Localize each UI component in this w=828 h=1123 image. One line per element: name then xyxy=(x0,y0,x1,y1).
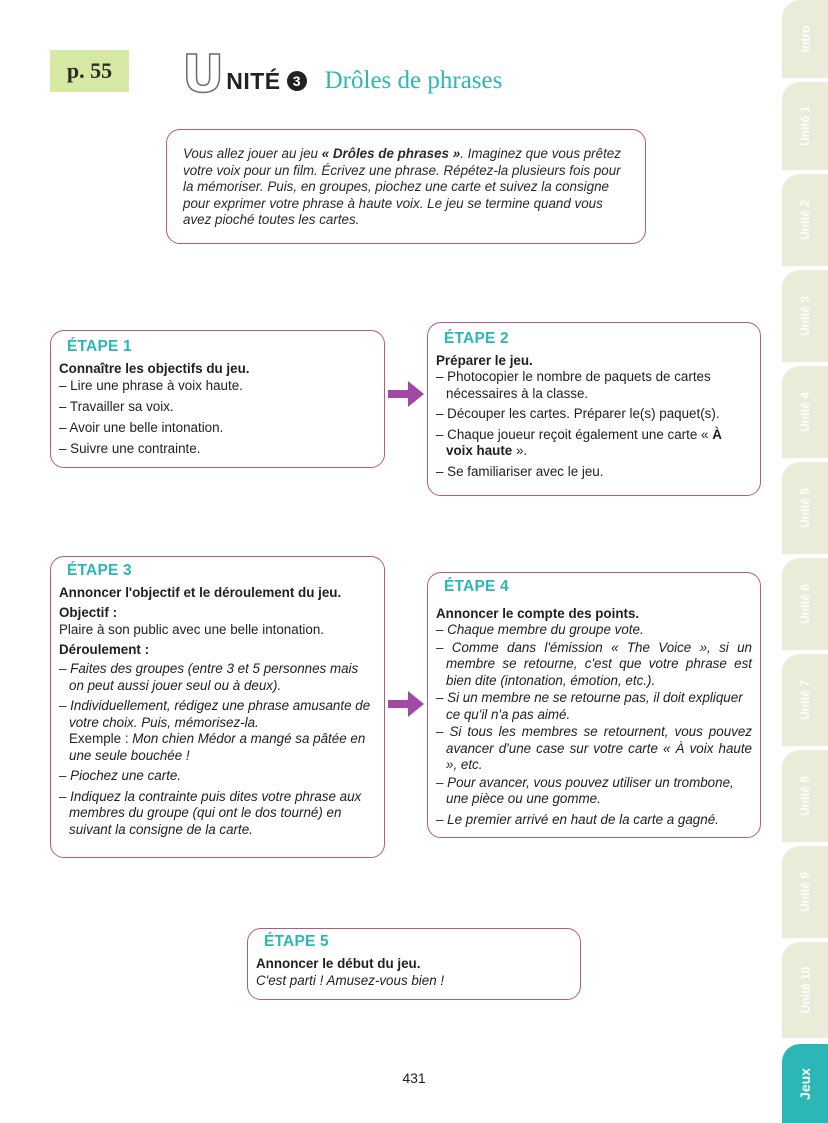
unit-name: Drôles de phrases xyxy=(324,67,503,94)
step2-box xyxy=(427,322,761,496)
step4-item: – Le premier arrivé en haut de la carte a gagné. xyxy=(436,811,719,827)
step4-heading: Annoncer le compte des points. xyxy=(436,606,640,621)
tab-unite-1[interactable] xyxy=(782,82,828,170)
tab-unite-10[interactable] xyxy=(782,942,828,1038)
tab-intro[interactable] xyxy=(782,0,828,78)
page-number: 431 xyxy=(402,1070,426,1086)
tab-label: Unité 4 xyxy=(797,391,812,433)
step4-title: ÉTAPE 4 xyxy=(444,578,509,595)
step3-process-label: Déroulement : xyxy=(59,642,150,657)
tab-label: Unité 8 xyxy=(797,775,812,817)
tab-unite-4[interactable] xyxy=(782,366,828,458)
unit-initial: U xyxy=(182,45,225,105)
step3-item: – Piochez une carte. xyxy=(59,768,182,783)
step3-item2: – Individuellement, rédigez une phrase amusante de votre choix. Puis, mémorisez-la. xyxy=(59,698,371,730)
step2-item xyxy=(436,427,752,460)
step3-title: ÉTAPE 3 xyxy=(67,562,132,579)
unit-title xyxy=(182,45,503,105)
tab-label: Unité 10 xyxy=(798,966,812,1014)
tab-unite-9[interactable] xyxy=(782,846,828,938)
step3-example xyxy=(59,731,376,764)
arrow-right-icon xyxy=(386,378,426,410)
tab-unite-2[interactable] xyxy=(782,174,828,266)
tab-label: Intro xyxy=(797,25,812,53)
tab-label: Jeux xyxy=(796,1067,813,1100)
step3-item xyxy=(59,698,376,731)
step3-example-label: Exemple : xyxy=(69,731,133,746)
step2-item: – Se familiariser avec le jeu. xyxy=(436,463,604,479)
step5-text: C'est parti ! Amusez-vous bien ! xyxy=(256,973,445,988)
step5-box xyxy=(247,928,581,1000)
step4-item: – Chaque membre du groupe vote. xyxy=(436,622,644,637)
tab-label: Unité 5 xyxy=(797,487,812,529)
step2-item3-post: ». xyxy=(512,443,528,458)
page-reference: p. 55 xyxy=(50,50,129,92)
step3-box xyxy=(50,556,385,858)
tab-jeux[interactable] xyxy=(782,1044,828,1123)
tab-unite-7[interactable] xyxy=(782,654,828,746)
step3-objective-label: Objectif : xyxy=(59,605,118,620)
step3-objective-text: Plaire à son public avec une belle intonation. xyxy=(59,622,325,637)
step1-item: – Avoir une belle intonation. xyxy=(59,420,224,435)
tab-label: Unité 1 xyxy=(797,105,812,147)
tab-unite-5[interactable] xyxy=(782,462,828,554)
unit-number-badge: 3 xyxy=(287,71,307,91)
tab-label: Unité 7 xyxy=(797,679,812,721)
step2-item3-pre: – Chaque joueur reçoit également une carte « xyxy=(436,426,713,442)
step5-heading: Annoncer le début du jeu. xyxy=(256,956,421,971)
step1-title: ÉTAPE 1 xyxy=(67,338,132,355)
tab-label: Unité 9 xyxy=(797,871,812,913)
intro-game-name: « Drôles de phrases » xyxy=(321,146,461,161)
step4-item: – Si tous les membres se retournent, vous pouvez avancer d'une case sur votre carte « À voix haute », etc. xyxy=(436,724,752,772)
tab-label: Unité 3 xyxy=(797,295,812,337)
tab-unite-8[interactable] xyxy=(782,750,828,842)
step3-example-text: Mon chien Médor a mangé sa pâtée en une seule bouchée ! xyxy=(69,731,366,763)
step2-title: ÉTAPE 2 xyxy=(444,330,509,347)
tab-label: Unité 2 xyxy=(797,199,812,241)
intro-pre: Vous allez jouer au jeu xyxy=(183,146,322,161)
intro-box xyxy=(166,129,646,244)
tab-label: Unité 6 xyxy=(797,583,812,625)
step1-item: – Lire une phrase à voix haute. xyxy=(59,378,243,393)
chapter-tabs xyxy=(782,0,828,1123)
step2-item: – Découper les cartes. Préparer le(s) paquet(s). xyxy=(436,406,720,421)
step1-box xyxy=(50,330,385,468)
step1-heading: Connaître les objectifs du jeu. xyxy=(59,361,250,376)
step3-item: – Faites des groupes (entre 3 et 5 personnes mais on peut aussi jouer seul ou à deux). xyxy=(59,661,359,693)
step2-item3-bold: À voix haute xyxy=(446,426,722,458)
step4-item: – Comme dans l'émission « The Voice », si un membre se retourne, c'est que votre phrase est bien dite (intonation, émotion, etc.). xyxy=(436,639,752,688)
step5-title: ÉTAPE 5 xyxy=(264,933,329,950)
unit-word: NITÉ xyxy=(226,67,281,94)
step3-heading: Annoncer l'objectif et le déroulement du jeu. xyxy=(59,585,342,600)
tab-unite-3[interactable] xyxy=(782,270,828,362)
step3-item: – Indiquez la contrainte puis dites votre phrase aux membres du groupe (qui ont le dos tourné) en suivant la consigne de la carte. xyxy=(59,788,362,837)
tab-unite-6[interactable] xyxy=(782,558,828,650)
step4-item: – Si un membre ne se retourne pas, il doit expliquer ce qu'il n'a pas aimé. xyxy=(436,690,743,722)
step1-item: – Suivre une contrainte. xyxy=(59,441,201,456)
step4-item: – Pour avancer, vous pouvez utiliser un trombone, une pièce ou une gomme. xyxy=(436,774,734,806)
step1-item: – Travailler sa voix. xyxy=(59,399,174,414)
step4-box xyxy=(427,572,761,838)
step2-heading: Préparer le jeu. xyxy=(436,353,533,368)
arrow-right-icon xyxy=(386,688,426,720)
step2-item: – Photocopier le nombre de paquets de cartes nécessaires à la classe. xyxy=(436,369,711,401)
intro-post: . Imaginez que vous prêtez votre voix pour un film. Écrivez une phrase. Répétez-la plusieurs fois pour la mémoriser. Puis, en groupes, piochez une carte et suivez la consigne pour exprimer votre phrase à haute voix. Le jeu se termine quand vous avez pioché toutes les cartes. xyxy=(183,146,621,228)
